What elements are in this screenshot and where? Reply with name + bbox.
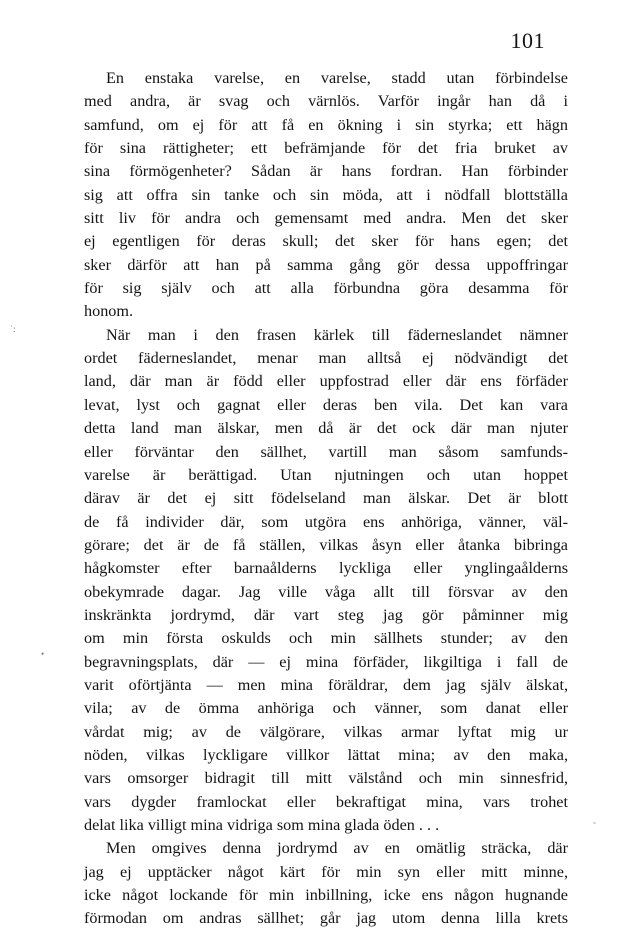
- text-line: vila; av de ömma anhöriga och vänner, som danat eller: [84, 699, 568, 718]
- body-text: [84, 67, 568, 931]
- text-line: ej egentligen för deras skull; det sker för hans egen; det: [84, 232, 568, 251]
- text-line: görare; det är de få ställen, vilkas åsyn eller åtanka bibringa: [84, 535, 568, 554]
- text-line: förmodan om andras sällhet; går jag utom denna lilla krets: [84, 909, 568, 928]
- text-line: honom.: [84, 302, 134, 321]
- margin-dot: •: [41, 649, 45, 659]
- text-line: om min första oskulds och min sällhets stunder; av den: [84, 629, 568, 648]
- text-line: vårdat mig; av de välgörare, vilkas armar lyftat mig ur: [84, 722, 568, 741]
- text-line: vars dygder framlockat eller bekraftigat mina, vars trohet: [84, 792, 568, 811]
- text-line: sker därför att han på samma gång gör dessa uppoffringar: [84, 255, 568, 274]
- text-line: för sig själv och att alla förbundna göra desamma för: [84, 279, 568, 298]
- margin-mark: ˙:: [10, 324, 16, 334]
- text-line: levat, lyst och gagnat eller deras ben vila. Det kan vara: [84, 395, 568, 414]
- text-line: ordet fäderneslandet, menar man alltså ej nödvändigt det: [84, 349, 568, 368]
- text-line: därav är det ej sitt födelseland man älskar. Det är blott: [84, 489, 568, 508]
- text-line: delat lika villigt mina vidriga som mina glada öden . . .: [84, 816, 440, 834]
- text-line: När man i den frasen kärlek till fäderneslandet nämner: [106, 325, 568, 344]
- text-line: varit oförtjänta — men mina föräldrar, dem jag själv älskat,: [84, 675, 568, 694]
- text-line: detta land man älskar, men då är det ock där man njuter: [84, 419, 568, 438]
- text-line: eller förväntar den sällhet, vartill man såsom samfunds-: [84, 442, 568, 461]
- text-line: jag ej upptäcker något kärt för min syn eller mitt minne,: [84, 862, 568, 881]
- page-number: 101: [510, 28, 545, 53]
- text-line: sitt liv för andra och gemensamt med andra. Men det sker: [84, 209, 568, 228]
- text-line: för sina rättigheter; ett befrämjande för det fria bruket av: [84, 139, 568, 158]
- text-line: land, där man är född eller uppfostrad eller där ens förfäder: [84, 372, 568, 391]
- text-line: icke något lockande för min inbillning, icke ens någon hugnande: [84, 886, 568, 905]
- text-line: hågkomster efter barnaålderns lyckliga eller ynglingaålderns: [84, 559, 568, 578]
- text-line: med andra, är svag och värnlös. Varför ingår han då i: [84, 92, 568, 111]
- text-line: varelse är berättigad. Utan njutningen och utan hoppet: [84, 465, 568, 484]
- text-line: vars omsorger bidragit till mitt välstånd och min sinnesfrid,: [84, 769, 568, 788]
- text-line: sina förmögenheter? Sådan är hans fordran. Han förbinder: [84, 162, 568, 181]
- text-line: samfund, om ej för att få en ökning i sin styrka; ett hägn: [84, 115, 568, 134]
- margin-mark: ˚: [593, 821, 596, 831]
- text-line: Men omgives denna jordrymd av en omätlig sträcka, där: [106, 839, 568, 858]
- text-line: inskränkta jordrymd, där vart steg jag gör påminner mig: [84, 605, 568, 624]
- text-line: begravningsplats, där — ej mina förfäder, likgiltiga i fall de: [84, 652, 568, 671]
- text-line: sig att offra sin tanke och sin möda, att i nödfall blottställa: [84, 185, 568, 204]
- text-line: nöden, vilkas lyckligare villkor lättat mina; av den maka,: [84, 745, 568, 764]
- text-line: de få individer där, som utgöra ens anhöriga, vänner, väl-: [84, 512, 568, 531]
- text-line: En enstaka varelse, en varelse, stadd utan förbindelse: [106, 69, 568, 87]
- text-line: obekymrade dagar. Jag ville våga allt till försvar av den: [84, 582, 568, 601]
